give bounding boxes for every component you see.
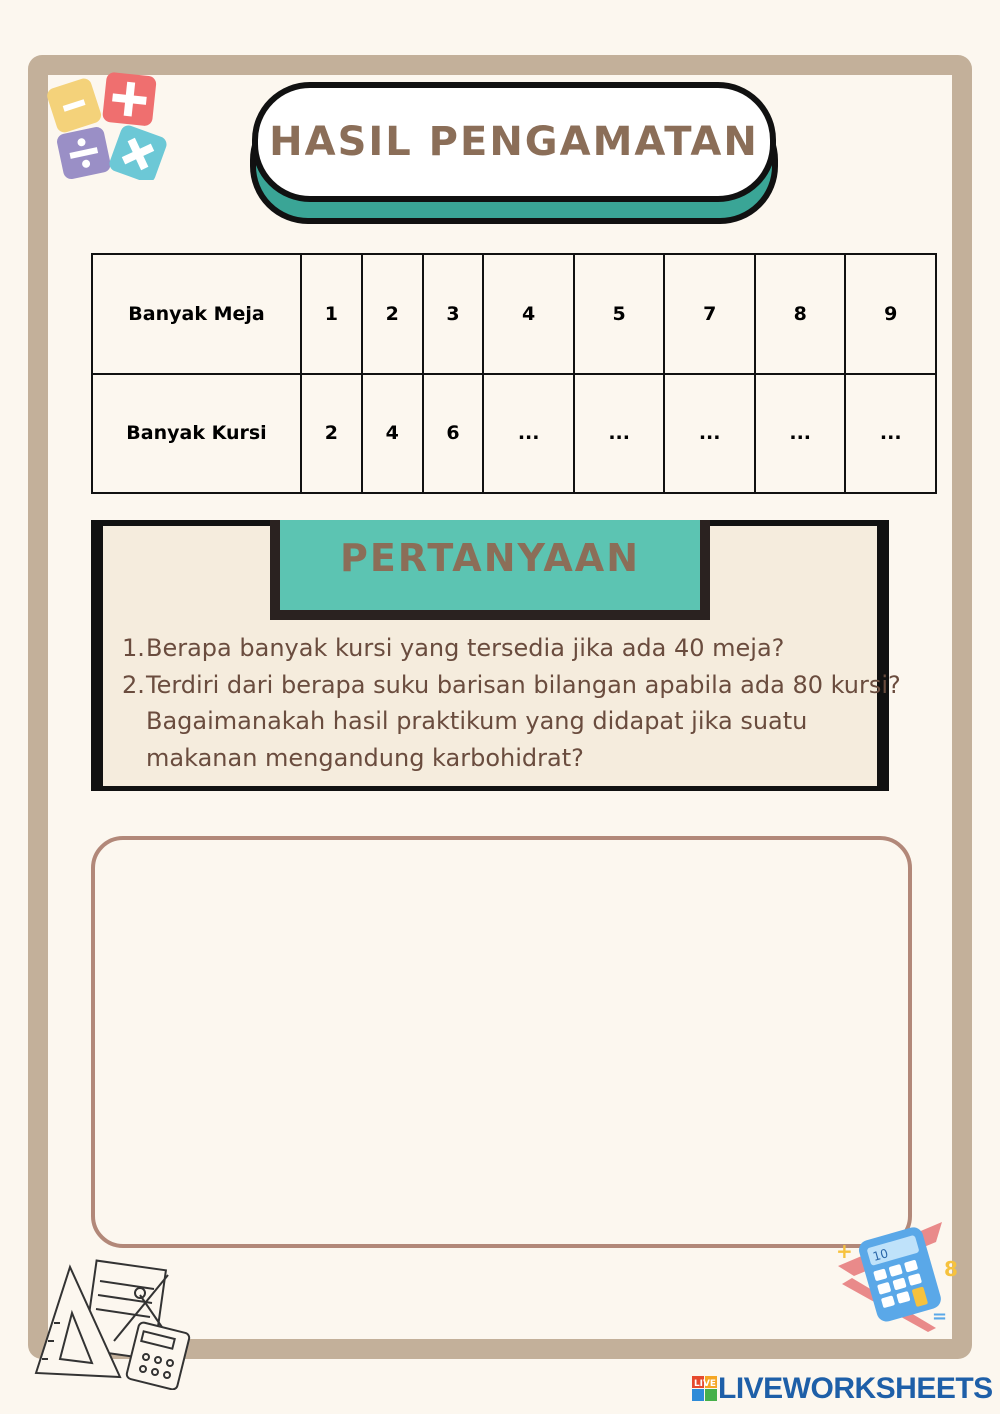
math-symbols-icon — [46, 68, 176, 180]
answer-textbox[interactable] — [91, 836, 912, 1248]
question-text: Berapa banyak kursi yang tersedia jika ada 40 meja? — [146, 634, 785, 662]
table-cell: 2 — [362, 254, 423, 374]
brand-letter: LIVE — [694, 1379, 716, 1389]
table-cell: 1 — [301, 254, 362, 374]
table-cell: 3 — [423, 254, 484, 374]
table-row — [92, 374, 936, 494]
answer-cell[interactable]: ... — [574, 374, 665, 494]
table-cell: 4 — [362, 374, 423, 494]
row-header-meja: Banyak Meja — [92, 254, 301, 374]
brand-name: LIVEWORKSHEETS — [718, 1372, 993, 1405]
table-cell: 2 — [301, 374, 362, 494]
question-text: Terdiri dari berapa suku barisan bilangan apabila ada 80 kursi? Bagaimanakah hasil praktikum yang didapat jika suatu makanan mengandung karbohidrat? — [146, 670, 901, 772]
table-cell: 9 — [845, 254, 936, 374]
svg-text:10: 10 — [871, 1246, 890, 1264]
table-cell: 6 — [423, 374, 484, 494]
table-row — [92, 254, 936, 374]
question-list — [118, 630, 918, 776]
brand-grid-icon — [692, 1376, 718, 1402]
question-heading-tab — [270, 520, 710, 620]
answer-cell[interactable]: ... — [664, 374, 755, 494]
observation-table — [91, 253, 937, 494]
question-number: 2. — [122, 670, 145, 699]
table-cell: 4 — [483, 254, 574, 374]
answer-cell[interactable]: ... — [845, 374, 936, 494]
page-title: HASIL PENGAMATAN — [269, 119, 759, 165]
title-banner — [252, 82, 776, 202]
liveworksheets-logo[interactable] — [692, 1372, 993, 1406]
calculator-icon — [832, 1218, 972, 1333]
question-item — [118, 667, 918, 777]
row-header-kursi: Banyak Kursi — [92, 374, 301, 494]
geometry-tools-icon — [28, 1255, 196, 1390]
question-heading: PERTANYAAN — [339, 536, 641, 580]
svg-text:+: + — [836, 1239, 853, 1263]
table-cell: 7 — [664, 254, 755, 374]
table-cell: 5 — [574, 254, 665, 374]
question-item — [118, 630, 918, 667]
answer-cell[interactable]: ... — [755, 374, 846, 494]
table-cell: 8 — [755, 254, 846, 374]
svg-text:8: 8 — [944, 1257, 958, 1281]
question-number: 1. — [122, 634, 145, 662]
svg-text:=: = — [932, 1306, 948, 1327]
answer-cell[interactable]: ... — [483, 374, 574, 494]
